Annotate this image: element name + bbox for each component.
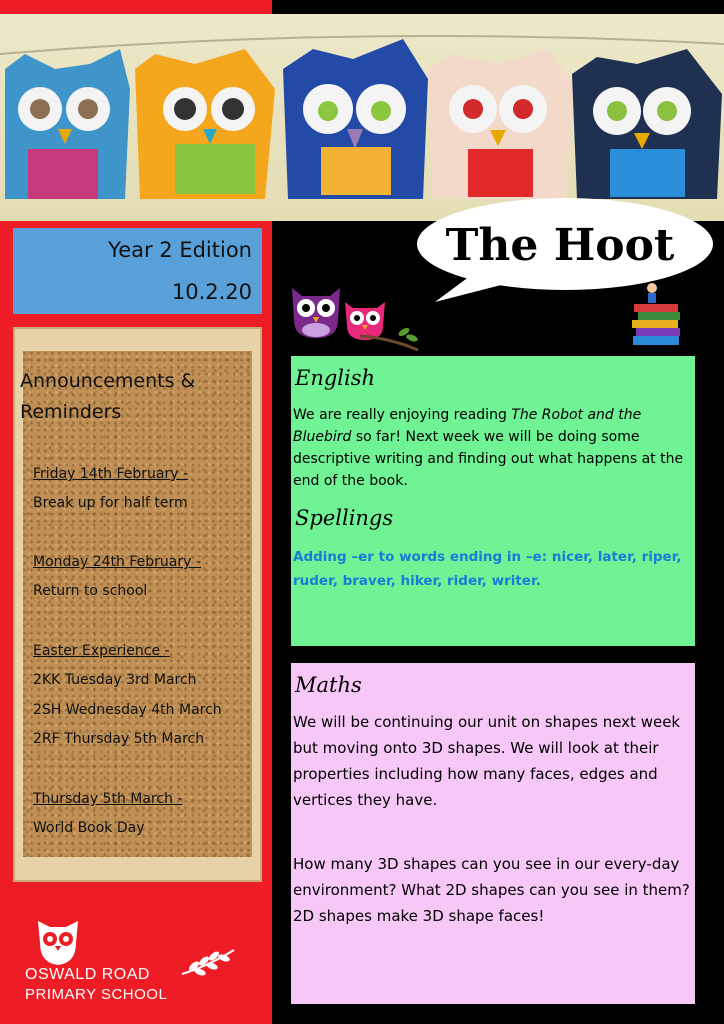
owl-banner-photo xyxy=(0,14,724,221)
announcement-detail: World Book Day xyxy=(33,820,145,836)
maths-heading: Maths xyxy=(295,673,362,697)
school-name-line2: PRIMARY SCHOOL xyxy=(25,986,168,1003)
announcement-detail: 2SH Wednesday 4th March xyxy=(33,702,222,718)
newsletter-title: The Hoot xyxy=(445,220,675,271)
announcement-date: Friday 14th February - xyxy=(33,466,189,482)
announcement-detail: 2RF Thursday 5th March xyxy=(33,731,205,747)
spellings-text: Adding –er to words ending in –e: nicer, later, riper, ruder, braver, hiker, rider, writer. xyxy=(293,549,682,589)
school-name-line1: OSWALD ROAD xyxy=(25,966,150,983)
announcement-detail: Break up for half term xyxy=(33,495,188,511)
spellings-heading: Spellings xyxy=(295,506,394,530)
announcement-date: Easter Experience - xyxy=(33,643,170,659)
maths-paragraph-2: How many 3D shapes can you see in our every-day environment? What 2D shapes can you see in them? 2D shapes make 3D shape faces! xyxy=(293,855,690,925)
english-text-start: We are really enjoying reading xyxy=(293,407,512,423)
edition-label: Year 2 Edition xyxy=(108,238,252,262)
purple-owl-icon xyxy=(286,280,346,340)
school-owl-logo xyxy=(30,913,86,969)
english-text xyxy=(293,404,691,492)
branch-icon xyxy=(360,318,420,354)
book-title: The Robot and the Bluebird xyxy=(293,407,642,445)
announcement-date: Monday 24th February - xyxy=(33,554,201,570)
maths-paragraph-1: We will be continuing our unit on shapes next week but moving onto 3D shapes. We will look at their properties including how many faces, edges and vertices they have. xyxy=(293,713,681,809)
edition-date: 10.2.20 xyxy=(171,280,252,304)
english-heading: English xyxy=(295,366,376,390)
announcements-heading: Announcements & Reminders xyxy=(20,370,196,423)
maths-panel xyxy=(291,663,695,1004)
edition-box xyxy=(13,228,262,314)
announcement-detail: 2KK Tuesday 3rd March xyxy=(33,672,197,688)
owl-garland-icon xyxy=(0,14,724,221)
announcement-detail: Return to school xyxy=(33,583,148,599)
english-panel xyxy=(291,356,695,646)
announcement-date: Thursday 5th March - xyxy=(33,791,183,807)
book-stack-icon xyxy=(630,280,688,350)
laurel-leaf-icon xyxy=(180,944,236,980)
english-text-end: so far! Next week we will be doing some descriptive writing and finding out what happens at the end of the book. xyxy=(293,429,684,489)
